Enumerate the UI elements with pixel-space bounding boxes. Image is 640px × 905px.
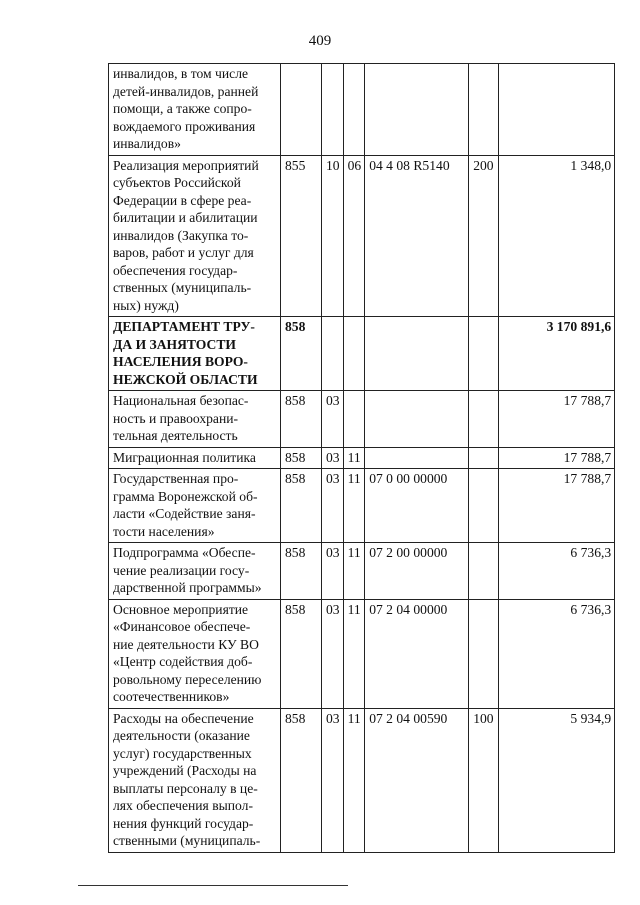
row-name-line: ственных (муниципаль- — [113, 280, 252, 295]
row-name — [109, 599, 281, 708]
section-code: 03 — [322, 469, 344, 543]
expense-type-code — [469, 391, 499, 448]
row-name-line: Подпрограмма «Обеспе- — [113, 545, 256, 560]
table-row — [109, 469, 615, 543]
amount: 17 788,7 — [499, 391, 615, 448]
row-name-line: услуг) государственных — [113, 745, 252, 761]
row-name-line: вождаемого проживания — [113, 118, 256, 134]
amount: 3 170 891,6 — [499, 317, 615, 391]
main-admin-code: 858 — [281, 317, 322, 391]
subsection-code: 06 — [343, 155, 365, 317]
main-admin-code: 858 — [281, 469, 322, 543]
table-row — [109, 317, 615, 391]
row-name-line: Расходы на обеспечение — [113, 710, 254, 726]
row-name — [109, 64, 281, 156]
amount — [499, 64, 615, 156]
row-name-line: «Центр содействия доб- — [113, 654, 253, 669]
expense-type-code — [469, 469, 499, 543]
row-name-line: варов, работ и услуг для — [113, 245, 254, 260]
subsection-code: 11 — [343, 708, 365, 852]
subsection-code — [343, 317, 365, 391]
row-name-line: Миграционная политика — [113, 449, 256, 465]
row-name — [109, 469, 281, 543]
target-article-code: 07 2 00 00000 — [365, 543, 469, 600]
section-code — [322, 317, 344, 391]
subsection-code — [343, 391, 365, 448]
row-name-line: «Финансовое обеспече- — [113, 619, 251, 634]
main-admin-code: 858 — [281, 708, 322, 852]
amount: 1 348,0 — [499, 155, 615, 317]
section-code — [322, 64, 344, 156]
row-name-line: Национальная безопас- — [113, 393, 249, 408]
row-name-line: лях обеспечения выпол- — [113, 798, 253, 813]
expense-type-code — [469, 599, 499, 708]
row-name-line: Реализация мероприятий — [113, 157, 259, 173]
table-row — [109, 543, 615, 600]
page-number: 409 — [308, 33, 332, 49]
target-article-code — [365, 391, 469, 448]
row-name-line: учреждений (Расходы на — [113, 763, 257, 778]
expense-type-code: 200 — [469, 155, 499, 317]
subsection-code: 11 — [343, 543, 365, 600]
subsection-code — [343, 64, 365, 156]
target-article-code — [365, 64, 469, 156]
row-name — [109, 155, 281, 317]
section-code: 03 — [322, 543, 344, 600]
row-name-line: соотечественников» — [113, 689, 230, 704]
subsection-code: 11 — [343, 469, 365, 543]
row-name-line: тельная деятельность — [113, 428, 238, 443]
table-row — [109, 708, 615, 852]
row-name-line: деятельности (оказание — [113, 728, 250, 743]
row-name-line: чение реализации госу- — [113, 562, 250, 578]
row-name — [109, 317, 281, 391]
row-name-line: ние деятельности КУ ВО — [113, 636, 259, 652]
row-name-line: инвалидов, в том числе — [113, 66, 249, 81]
row-name-line: Основное мероприятие — [113, 601, 249, 617]
target-article-code — [365, 317, 469, 391]
table-row — [109, 391, 615, 448]
table-row — [109, 599, 615, 708]
row-name-line: ственными (муниципаль- — [113, 833, 261, 848]
row-name-line: детей-инвалидов, ранней — [113, 83, 259, 99]
expense-type-code: 100 — [469, 708, 499, 852]
main-admin-code: 855 — [281, 155, 322, 317]
row-name-line: НЕЖСКОЙ ОБЛАСТИ — [113, 371, 258, 387]
target-article-code: 04 4 08 R5140 — [365, 155, 469, 317]
row-name-line: инвалидов (Закупка то- — [113, 227, 249, 243]
row-name-line: нения функций государ- — [113, 815, 254, 831]
amount: 6 736,3 — [499, 543, 615, 600]
main-admin-code — [281, 64, 322, 156]
amount: 17 788,7 — [499, 447, 615, 469]
budget-table — [108, 63, 615, 853]
section-code: 10 — [322, 155, 344, 317]
row-name-line: выплаты персоналу в це- — [113, 780, 258, 796]
expense-type-code — [469, 317, 499, 391]
row-name-line: обеспечения государ- — [113, 262, 238, 278]
main-admin-code: 858 — [281, 447, 322, 469]
table-body — [109, 64, 615, 853]
expense-type-code — [469, 447, 499, 469]
row-name-line: ность и правоохрани- — [113, 410, 239, 426]
table-row — [109, 447, 615, 469]
section-code: 03 — [322, 708, 344, 852]
row-name-line: тости населения» — [113, 523, 215, 539]
row-name — [109, 391, 281, 448]
main-admin-code: 858 — [281, 599, 322, 708]
target-article-code: 07 2 04 00590 — [365, 708, 469, 852]
target-article-code — [365, 447, 469, 469]
section-code: 03 — [322, 391, 344, 448]
row-name-line: грамма Воронежской об- — [113, 488, 258, 504]
expense-type-code — [469, 543, 499, 600]
row-name-line: субъектов Российской — [113, 175, 241, 190]
amount: 6 736,3 — [499, 599, 615, 708]
main-admin-code: 858 — [281, 543, 322, 600]
target-article-code: 07 2 04 00000 — [365, 599, 469, 708]
row-name-line: ных) нужд) — [113, 297, 179, 313]
row-name-line: ДЕПАРТАМЕНТ ТРУ- — [113, 319, 255, 334]
row-name-line: ДА И ЗАНЯТОСТИ — [113, 336, 237, 352]
row-name-line: Государственная про- — [113, 471, 239, 486]
row-name-line: билитации и абилитации — [113, 210, 258, 225]
section-code: 03 — [322, 447, 344, 469]
table-row — [109, 155, 615, 317]
row-name — [109, 543, 281, 600]
row-name-line: дарственной программы» — [113, 580, 262, 595]
row-name — [109, 708, 281, 852]
footer-divider — [78, 885, 348, 886]
row-name-line: Федерации в сфере реа- — [113, 192, 252, 208]
row-name-line: инвалидов» — [113, 136, 181, 151]
amount: 5 934,9 — [499, 708, 615, 852]
row-name-line: ровольному переселению — [113, 671, 262, 687]
main-admin-code: 858 — [281, 391, 322, 448]
section-code: 03 — [322, 599, 344, 708]
row-name-line: НАСЕЛЕНИЯ ВОРО- — [113, 354, 248, 369]
target-article-code: 07 0 00 00000 — [365, 469, 469, 543]
subsection-code: 11 — [343, 599, 365, 708]
table-row — [109, 64, 615, 156]
amount: 17 788,7 — [499, 469, 615, 543]
expense-type-code — [469, 64, 499, 156]
subsection-code: 11 — [343, 447, 365, 469]
row-name-line: помощи, а также сопро- — [113, 101, 252, 116]
row-name-line: ласти «Содействие заня- — [113, 506, 256, 521]
row-name — [109, 447, 281, 469]
